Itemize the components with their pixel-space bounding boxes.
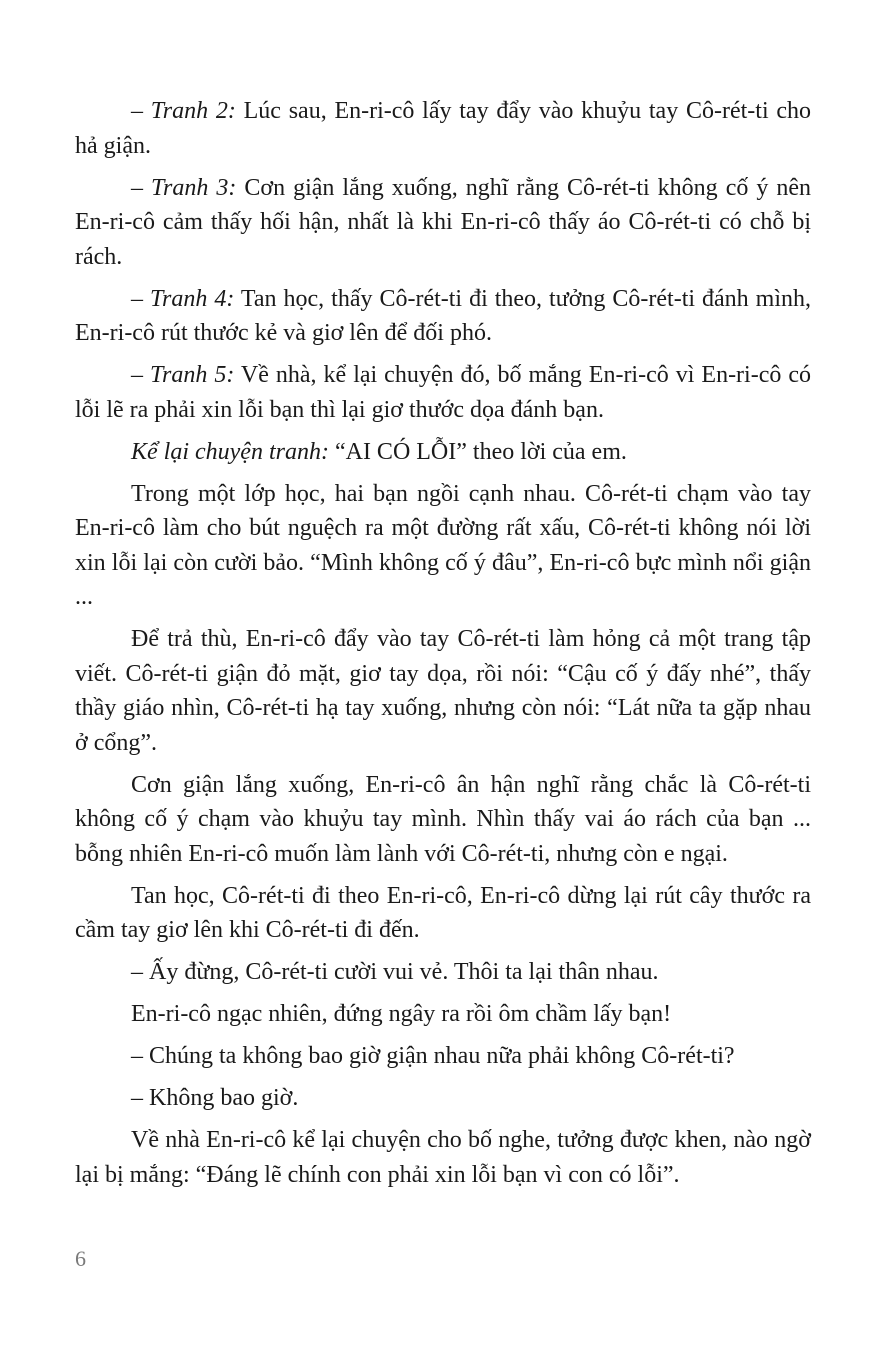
dialogue-line: – Không bao giờ. [131,1085,299,1111]
story-paragraph: Trong một lớp học, hai bạn ngồi cạnh nhau. Cô-rét-ti chạm vào tay En-ri-cô làm cho bút nguệch ra một đường rất xấu, Cô-rét-ti không nói lời xin lỗi lại còn cười bảo. “Mình không cố ý đâu”, En-ri-cô bực mình nổi giận ... [75,480,811,610]
retell-heading: Kể lại chuyện tranh: “AI CÓ LỖI” theo lời của em. [131,438,627,465]
page-number: 6 [75,1246,86,1271]
paragraph-tranh-5: – Tranh 5: Về nhà, kể lại chuyện đó, bố mắng En-ri-cô vì En-ri-cô có lỗi lẽ ra phải xin lỗi bạn thì lại giơ thước dọa đánh bạn. [75,362,812,423]
paragraph-label: Tranh 4: [150,285,235,312]
story-paragraph: Cơn giận lắng xuống, En-ri-cô ân hận nghĩ rằng chắc là Cô-rét-ti không cố ý chạm vào khuỷu tay mình. Nhìn thấy vai áo rách của bạn ... bỗng nhiên En-ri-cô muốn làm lành với Cô-rét-ti, nhưng còn e ngại. [75,771,811,867]
story-paragraph: En-ri-cô ngạc nhiên, đứng ngây ra rồi ôm chầm lấy bạn! [131,1001,672,1027]
dialogue-line: – Chúng ta không bao giờ giận nhau nữa phải không Cô-rét-ti? [131,1043,735,1069]
paragraph-tranh-2: – Tranh 2: Lúc sau, En-ri-cô lấy tay đẩy vào khuỷu tay Cô-rét-ti cho hả giận. [75,98,812,159]
paragraph-tranh-4: – Tranh 4: Tan học, thấy Cô-rét-ti đi theo, tưởng Cô-rét-ti đánh mình, En-ri-cô rút thước kẻ và giơ lên để đối phó. [75,285,812,346]
paragraph-tranh-3: – Tranh 3: Cơn giận lắng xuống, nghĩ rằng Cô-rét-ti không cố ý nên En-ri-cô cảm thấy hối hận, nhất là khi En-ri-cô thấy áo Cô-rét-ti có chỗ bị rách. [75,174,811,270]
story-paragraph: Về nhà En-ri-cô kể lại chuyện cho bố nghe, tưởng được khen, nào ngờ lại bị mắng: “Đáng lẽ chính con phải xin lỗi bạn vì con có lỗi”. [75,1127,811,1188]
paragraph-label: Tranh 5: [150,362,235,388]
paragraph-label: Tranh 2: [150,98,236,124]
story-paragraph: Để trả thù, En-ri-cô đẩy vào tay Cô-rét-ti làm hỏng cả một trang tập viết. Cô-rét-ti giận đỏ mặt, giơ tay dọa, rồi nói: “Cậu cố ý đấy nhé”, thấy thầy giáo nhìn, Cô-rét-ti hạ tay xuống, nhưng còn nói: “Lát nữa ta gặp nhau ở cổng”. [75,626,811,756]
page-body [75,94,811,1200]
dialogue-line: – Ấy đừng, Cô-rét-ti cười vui vẻ. Thôi ta lại thân nhau. [131,959,659,985]
story-paragraph: Tan học, Cô-rét-ti đi theo En-ri-cô, En-ri-cô dừng lại rút cây thước ra cầm tay giơ lên khi Cô-rét-ti đi đến. [75,882,811,943]
paragraph-label: Tranh 3: [151,174,237,201]
paragraph-label: Kể lại chuyện tranh: [131,438,329,465]
